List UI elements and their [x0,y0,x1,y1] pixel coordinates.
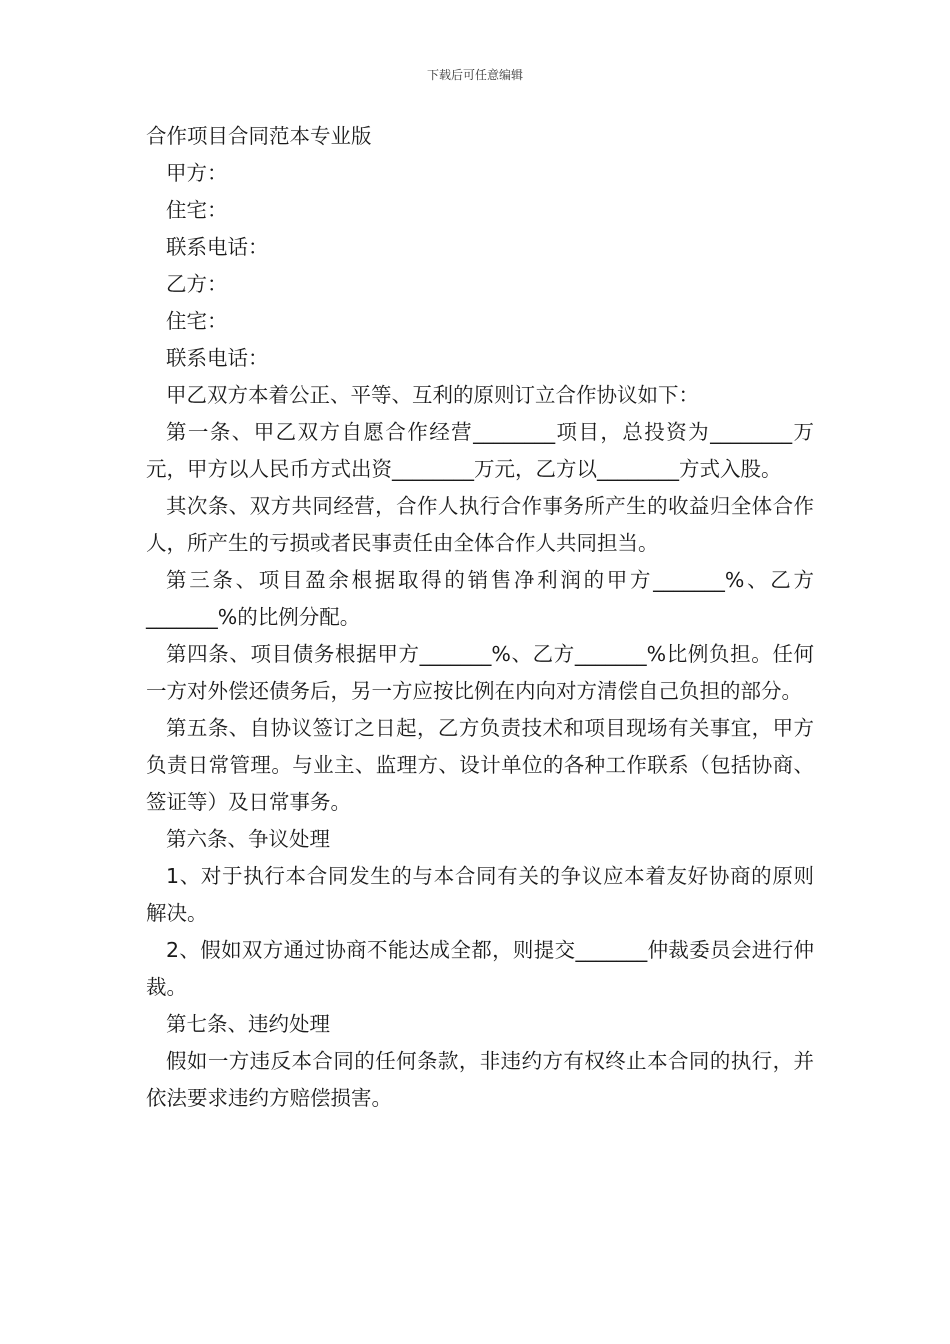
clause-6-item-2: 2、假如双方通过协商不能达成全都，则提交_______仲裁委员会进行仲裁。 [146,938,814,999]
clause-2: 其次条、双方共同经营，合作人执行合作事务所产生的收益归全体合作人，所产生的亏损或者民事责任由全体合作人共同担当。 [146,494,814,555]
clause-4: 第四条、项目债务根据甲方_______%、乙方_______%比例负担。任何一方对外偿还债务后，另一方应按比例在内向对方清偿自己负担的部分。 [146,642,814,703]
clause-7-body: 假如一方违反本合同的任何条款，非违约方有权终止本合同的执行，并依法要求违约方赔偿损害。 [146,1049,814,1110]
party-b-address-label: 住宅： [166,309,228,333]
document-title: 合作项目合同范本专业版 [146,124,372,148]
clause-7-heading: 第七条、违约处理 [166,1012,330,1036]
party-b-label: 乙方： [166,272,228,296]
clause-5: 第五条、自协议签订之日起，乙方负责技术和项目现场有关事宜，甲方负责日常管理。与业主、监理方、设计单位的各种工作联系（包括协商、签证等）及日常事务。 [146,716,814,814]
clause-3: 第三条、项目盈余根据取得的销售净利润的甲方_______%、乙方_______%的比例分配。 [146,568,814,629]
clause-6-heading: 第六条、争议处理 [166,827,330,851]
clause-6-item-1: 1、对于执行本合同发生的与本合同有关的争议应本着友好协商的原则解决。 [146,864,814,925]
agreement-preamble: 甲乙双方本着公正、平等、互利的原则订立合作协议如下： [166,383,699,407]
clause-1: 第一条、甲乙双方自愿合作经营________项目，总投资为________万元，甲方以人民币方式出资________万元，乙方以________方式入股。 [146,420,814,481]
party-a-phone-label: 联系电话： [166,235,269,259]
party-a-address-label: 住宅： [166,198,228,222]
party-a-label: 甲方： [166,161,228,185]
page-header-note: 下载后可任意编辑 [426,68,523,82]
document-body [146,118,814,1117]
party-b-phone-label: 联系电话： [166,346,269,370]
